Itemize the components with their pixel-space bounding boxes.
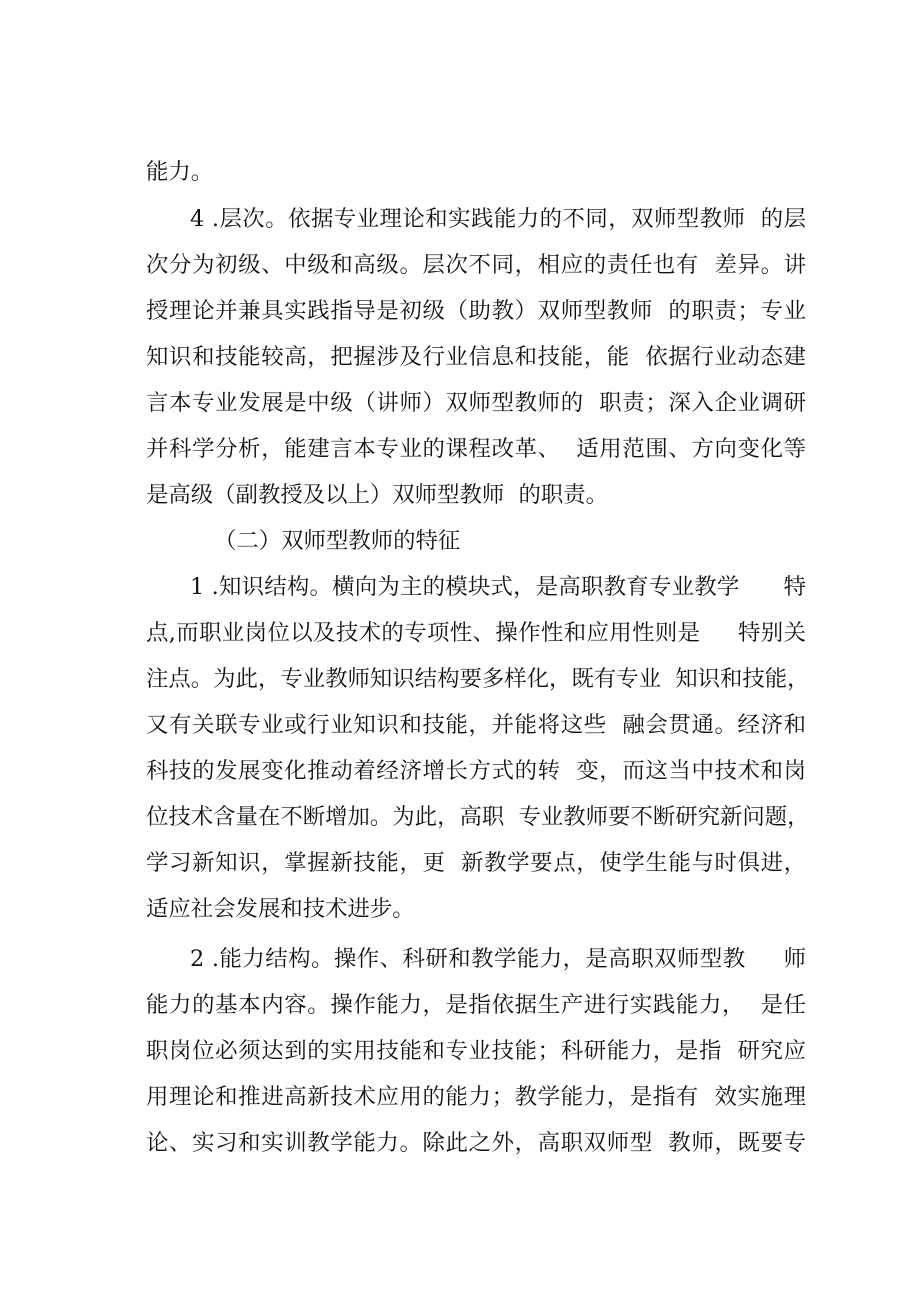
text-line-13: 又有关联专业或行业知识和技能，并能将这些 融会贯通。经济和 [146, 712, 806, 738]
text-line-16: 学习新知识，掌握新技能，更 新教学要点，使学生能与时俱进， [146, 850, 806, 876]
text-line-19: 能力的基本内容。操作能力，是指依据生产进行实践能力， 是任 [146, 992, 806, 1018]
text-line-11: 点,而职业岗位以及技术的专项性、操作性和应用性则是 特别关 [146, 620, 806, 646]
text-line-1: 能力。 [146, 159, 214, 185]
section-heading: （二）双师型教师的特征 [214, 528, 461, 554]
text-line-12: 注点。为此，专业教师知识结构要多样化，既有专业 知识和技能， [146, 666, 810, 692]
text-line-7: 并科学分析，能建言本专业的课程改革、 适用范围、方向变化等 [146, 436, 806, 462]
text-line-21: 用理论和推进高新技术应用的能力；教学能力，是指有 效实施理 [146, 1084, 806, 1110]
text-line-18: 2 .能力结构。操作、科研和教学能力，是高职双师型教 师 [190, 946, 806, 972]
text-line-22: 论、实习和实训教学能力。除此之外，高职双师型 教师，既要专 [146, 1130, 806, 1156]
text-line-17: 适应社会发展和技术进步。 [146, 896, 415, 922]
text-line-5: 知识和技能较高，把握涉及行业信息和技能，能 依据行业动态建 [146, 344, 806, 370]
text-line-20: 职岗位必须达到的实用技能和专业技能；科研能力，是指 研究应 [146, 1038, 806, 1064]
text-line-3: 次分为初级、中级和高级。层次不同，相应的责任也有 差异。讲 [146, 252, 806, 278]
text-line-6: 言本专业发展是中级（讲师）双师型教师的 职责；深入企业调研 [146, 390, 806, 416]
text-line-15: 位技术含量在不断增加。为此，高职 专业教师要不断研究新问题， [146, 804, 810, 830]
text-line-4: 授理论并兼具实践指导是初级（助教）双师型教师 的职责；专业 [146, 298, 806, 324]
text-line-2: 4 .层次。依据专业理论和实践能力的不同，双师型教师 的层 [190, 206, 806, 232]
text-line-14: 科技的发展变化推动着经济增长方式的转 变，而这当中技术和岗 [146, 758, 806, 784]
text-line-8: 是高级（副教授及以上）双师型教师 的职责。 [146, 482, 609, 508]
text-line-10: 1 .知识结构。横向为主的模块式，是高职教育专业教学 特 [190, 574, 806, 600]
